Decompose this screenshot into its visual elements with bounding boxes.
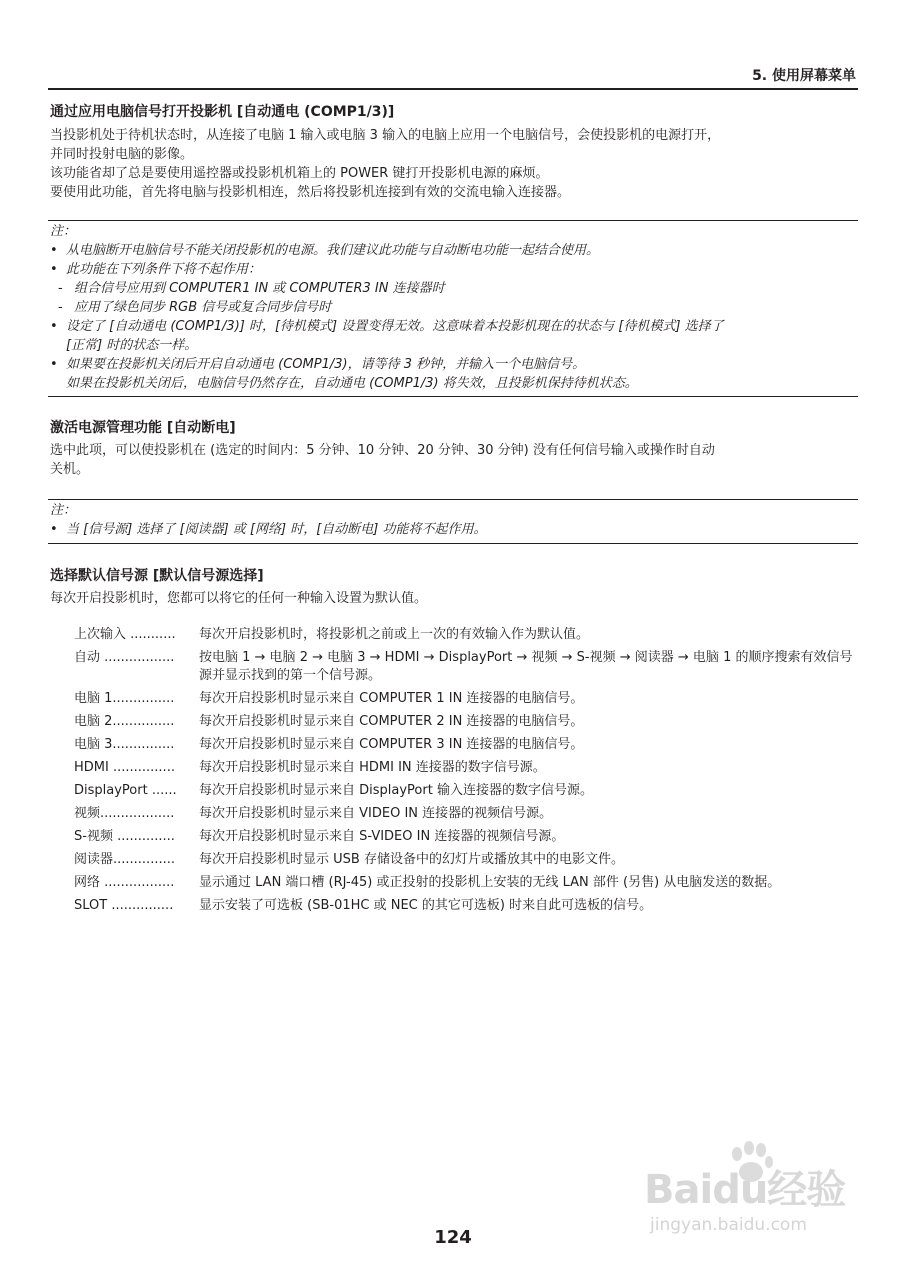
option-term: 自动 ................. xyxy=(74,650,175,665)
option-desc: 每次开启投影机时显示来自 COMPUTER 1 IN 连接器的电脑信号。 xyxy=(199,691,584,706)
option-row xyxy=(74,736,864,754)
default-source-options xyxy=(74,626,864,920)
note-item: • 此功能在下列条件下将不起作用： xyxy=(50,262,262,277)
option-desc: 每次开启投影机时显示来自 S-VIDEO IN 连接器的视频信号源。 xyxy=(199,829,565,844)
watermark-logo-text: Baidu经验 xyxy=(644,1167,846,1213)
section-intro-default-source: 每次开启投影机时，您都可以将它的任何一种输入设置为默认值。 xyxy=(50,591,428,606)
page-number: 124 xyxy=(434,1227,472,1248)
option-desc: 显示通过 LAN 端口槽 (RJ-45) 或正投射的投影机上安装的无线 LAN 部件 (另售) 从电脑发送的数据。 xyxy=(199,875,781,890)
watermark-url: jingyan.baidu.com xyxy=(650,1215,807,1235)
option-term: DisplayPort ...... xyxy=(74,783,177,798)
dash-icon: - xyxy=(58,281,63,296)
option-desc: 每次开启投影机时，将投影机之前或上一次的有效输入作为默认值。 xyxy=(199,627,590,642)
note-label: 注： xyxy=(50,503,77,518)
note-item-continued: 如果在投影机关闭后，电脑信号仍然存在，自动通电 (COMP1/3) 将失效，且投影机保持待机状态。 xyxy=(66,376,638,391)
header-divider xyxy=(48,88,858,90)
dash-icon: - xyxy=(58,300,63,315)
option-row xyxy=(74,690,864,708)
note-item-continued: [正常] 时的状态一样。 xyxy=(66,338,198,353)
body-line: 该功能省却了总是要使用遥控器或投影机机箱上的 POWER 键打开投影机电源的麻烦。 xyxy=(50,166,549,181)
note-item: • 当 [信号源] 选择了 [阅读器] 或 [网络] 时，[自动断电] 功能将不起作用。 xyxy=(50,522,487,537)
option-desc: 每次开启投影机时显示 USB 存储设备中的幻灯片或播放其中的电影文件。 xyxy=(199,852,624,867)
chapter-heading: 5. 使用屏幕菜单 xyxy=(752,68,856,84)
section-title-auto-power-on: 通过应用电脑信号打开投影机 [自动通电 (COMP1/3)] xyxy=(50,104,395,120)
note-item: • 设定了 [自动通电 (COMP1/3)] 时，[待机模式] 设置变得无效。这意味着本投影机现在的状态与 [待机模式] 选择了 xyxy=(50,319,724,334)
option-desc: 显示安装了可选板 (SB-01HC 或 NEC 的其它可选板) 时来自此可选板的信号。 xyxy=(199,898,653,913)
option-term: 视频.................. xyxy=(74,806,175,821)
baidu-watermark xyxy=(640,1140,860,1240)
section-body-auto-power-off xyxy=(50,441,860,479)
bullet-icon: • xyxy=(50,357,58,372)
option-row xyxy=(74,828,864,846)
note-subitem: - 应用了绿色同步 RGB 信号或复合同步信号时 xyxy=(58,300,332,315)
option-row xyxy=(74,874,864,892)
option-row xyxy=(74,782,864,800)
option-desc: 按电脑 1 → 电脑 2 → 电脑 3 → HDMI → DisplayPort → 视频 → S-视频 → 阅读器 → 电脑 1 的顺序搜索有效信号源并显示找到的第一个信号源。 xyxy=(199,650,853,683)
note-item: • 如果要在投影机关闭后开启自动通电 (COMP1/3)，请等待 3 秒钟，并输入一个电脑信号。 xyxy=(50,357,586,372)
option-term: 阅读器............... xyxy=(74,852,175,867)
note-box-auto-power-on xyxy=(50,222,860,393)
note-box-auto-power-off xyxy=(50,501,860,539)
note-divider-top xyxy=(48,499,858,500)
option-term: SLOT ............... xyxy=(74,898,174,913)
note-subitem: - 组合信号应用到 COMPUTER1 IN 或 COMPUTER3 IN 连接器时 xyxy=(58,281,445,296)
option-term: 电脑 1............... xyxy=(74,691,175,706)
option-desc: 每次开启投影机时显示来自 VIDEO IN 连接器的视频信号源。 xyxy=(199,806,553,821)
option-desc: 每次开启投影机时显示来自 DisplayPort 输入连接器的数字信号源。 xyxy=(199,783,593,798)
bullet-icon: • xyxy=(50,243,58,258)
body-line: 关机。 xyxy=(50,462,90,477)
option-term: 上次输入 ........... xyxy=(74,627,176,642)
bullet-icon: • xyxy=(50,319,58,334)
section-body-auto-power-on xyxy=(50,126,860,202)
body-line: 并同时投射电脑的影像。 xyxy=(50,147,194,162)
option-term: 电脑 2............... xyxy=(74,714,175,729)
option-row xyxy=(74,626,864,644)
note-divider-bottom xyxy=(48,396,858,397)
note-label: 注： xyxy=(50,224,77,239)
bullet-icon: • xyxy=(50,522,58,537)
option-term: HDMI ............... xyxy=(74,760,175,775)
section-title-auto-power-off: 激活电源管理功能 [自动断电] xyxy=(50,420,236,436)
body-line: 要使用此功能，首先将电脑与投影机相连，然后将投影机连接到有效的交流电输入连接器。 xyxy=(50,185,571,200)
note-item: • 从电脑断开电脑信号不能关闭投影机的电源。我们建议此功能与自动断电功能一起结合使用。 xyxy=(50,243,600,258)
option-row xyxy=(74,805,864,823)
option-row xyxy=(74,649,864,685)
option-row xyxy=(74,713,864,731)
body-line: 当投影机处于待机状态时，从连接了电脑 1 输入或电脑 3 输入的电脑上应用一个电脑信号，会使投影机的电源打开， xyxy=(50,128,721,143)
option-term: 网络 ................. xyxy=(74,875,175,890)
option-row xyxy=(74,851,864,869)
option-term: 电脑 3............... xyxy=(74,737,175,752)
option-row xyxy=(74,897,864,915)
bullet-icon: • xyxy=(50,262,58,277)
note-divider-bottom xyxy=(48,543,858,544)
body-line: 选中此项，可以使投影机在 (选定的时间内：5 分钟、10 分钟、20 分钟、30 分钟) 没有任何信号输入或操作时自动 xyxy=(50,443,715,458)
option-desc: 每次开启投影机时显示来自 HDMI IN 连接器的数字信号源。 xyxy=(199,760,546,775)
option-term: S-视频 .............. xyxy=(74,829,175,844)
note-divider-top xyxy=(48,220,858,221)
option-desc: 每次开启投影机时显示来自 COMPUTER 3 IN 连接器的电脑信号。 xyxy=(199,737,584,752)
option-desc: 每次开启投影机时显示来自 COMPUTER 2 IN 连接器的电脑信号。 xyxy=(199,714,584,729)
option-row xyxy=(74,759,864,777)
section-title-default-source: 选择默认信号源 [默认信号源选择] xyxy=(50,568,264,584)
